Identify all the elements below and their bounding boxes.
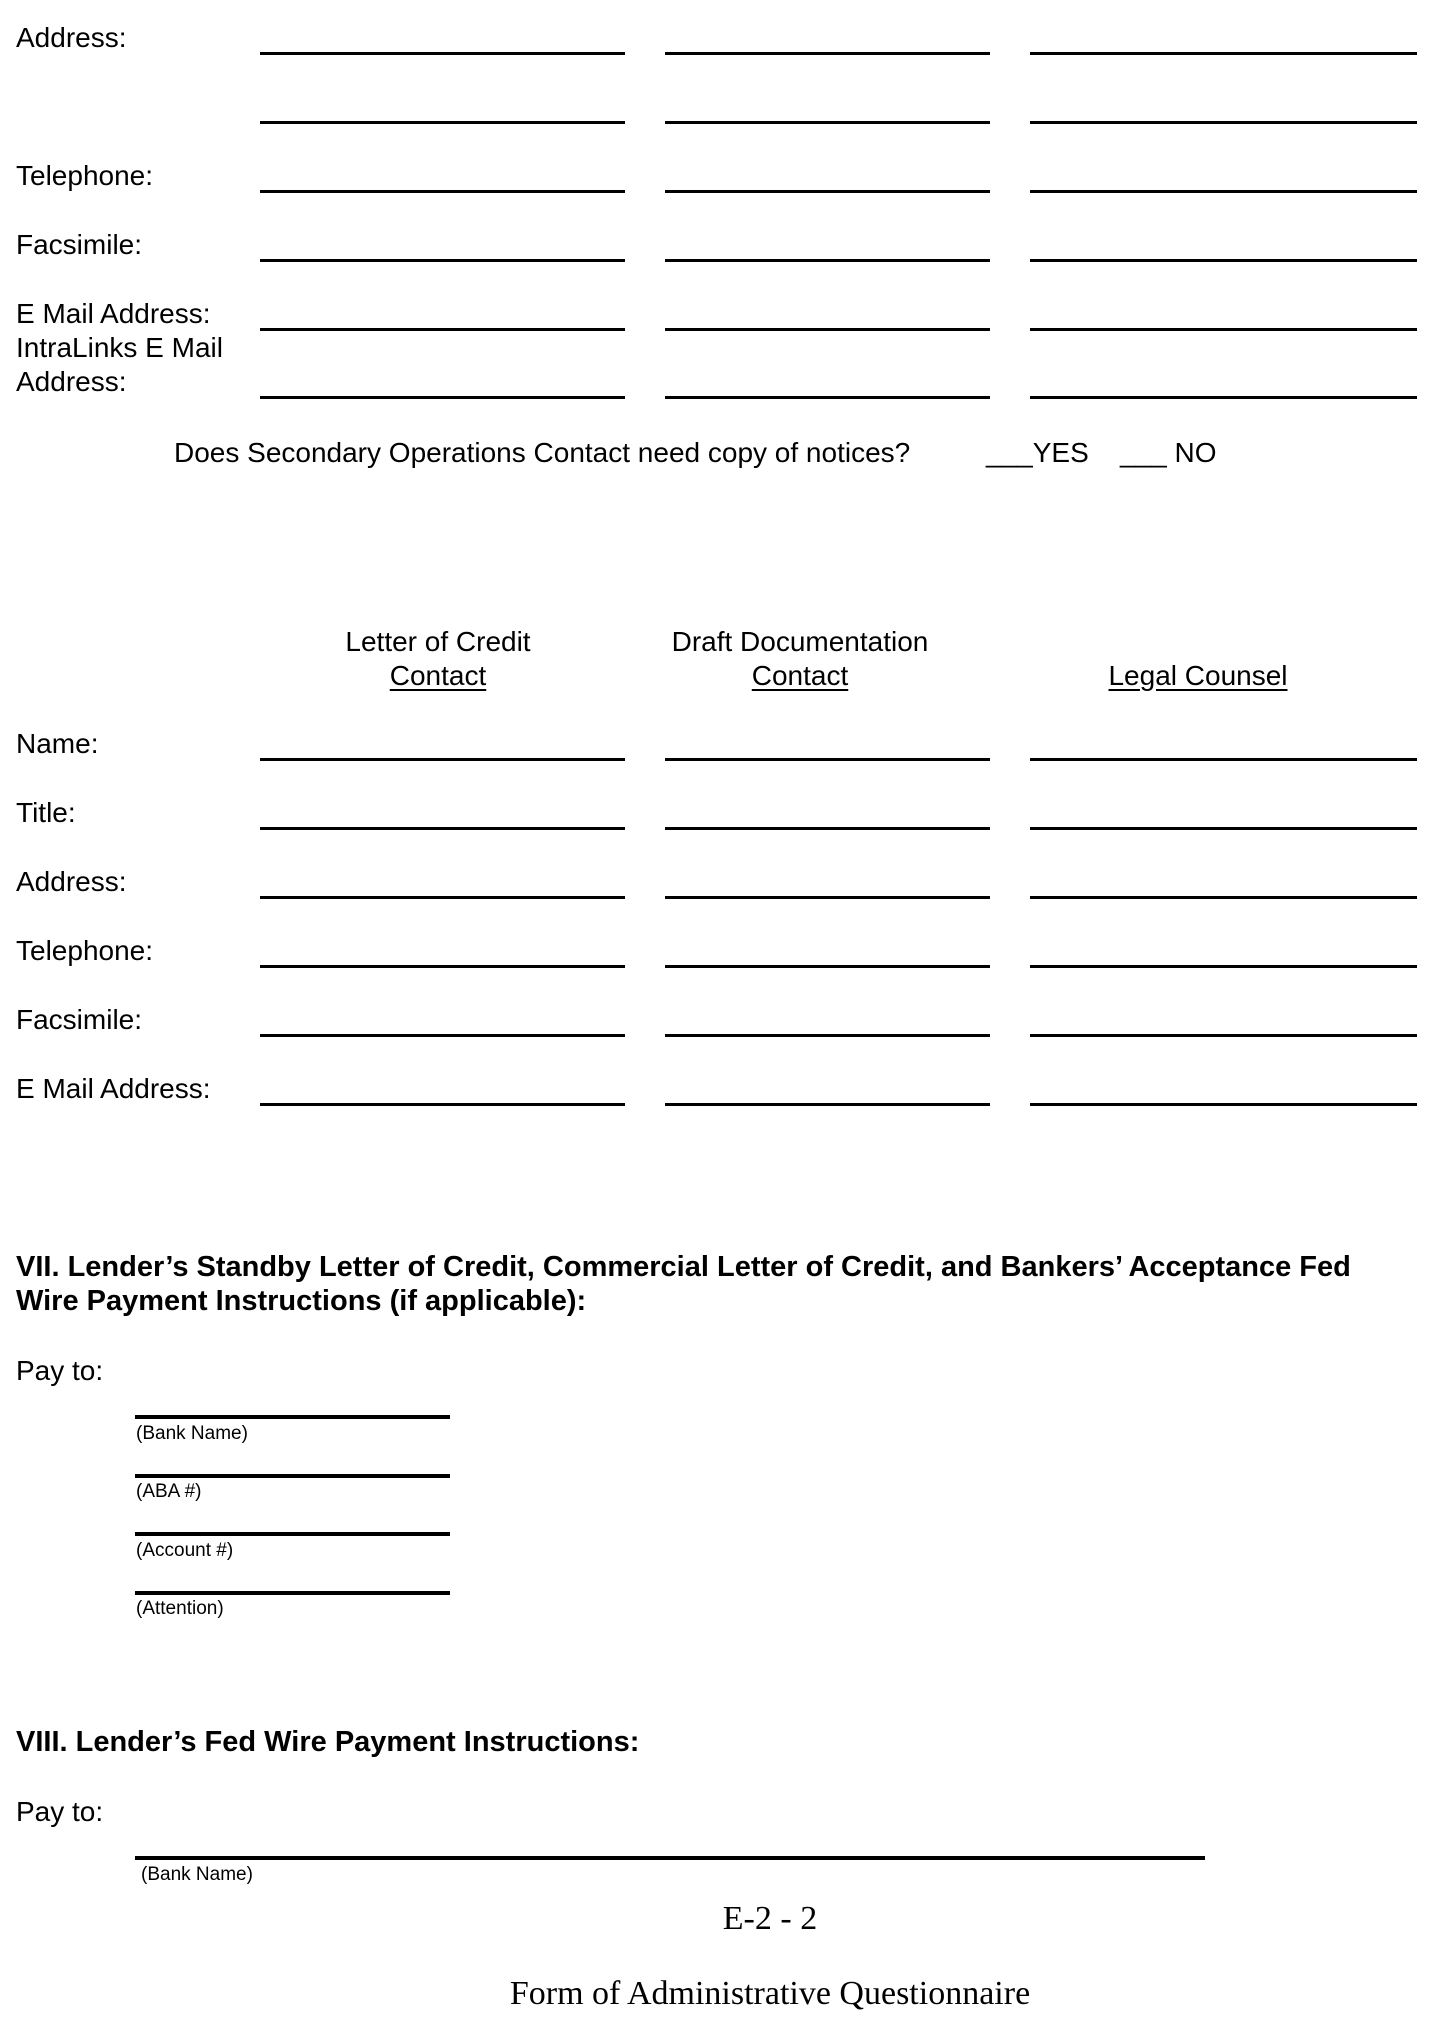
attention-field[interactable] — [135, 1591, 450, 1595]
attention-caption: (Attention) — [136, 1598, 224, 1619]
yes-option[interactable]: ___YES — [986, 437, 1089, 468]
email-field-col2[interactable] — [665, 328, 990, 331]
header-draft-line2: Contact — [751, 660, 849, 691]
telephone-field-b2-col2[interactable] — [665, 965, 990, 968]
aba-number-field[interactable] — [135, 1474, 450, 1478]
header-letter-of-credit — [260, 625, 616, 693]
intralinks-field-col1[interactable] — [260, 396, 625, 399]
section-vii-heading-line2: Wire Payment Instructions (if applicable): — [16, 1285, 587, 1317]
page-number: E-2 - 2 — [722, 1900, 818, 1937]
facsimile-field-b2-col2[interactable] — [665, 1034, 990, 1037]
header-draft-documentation — [640, 625, 960, 693]
aba-number-caption: (ABA #) — [136, 1481, 202, 1502]
facsimile-field-col1[interactable] — [260, 259, 625, 262]
name-field-col2[interactable] — [665, 758, 990, 761]
section-viii-pay-to-label: Pay to: — [16, 1796, 104, 1827]
intralinks-field-col2[interactable] — [665, 396, 990, 399]
email-label: E Mail Address: — [16, 298, 211, 329]
name-label: Name: — [16, 728, 99, 759]
facsimile-field-b2-col3[interactable] — [1030, 1034, 1417, 1037]
telephone-field-col2[interactable] — [665, 190, 990, 193]
header-legal-counsel — [1030, 659, 1366, 693]
telephone-field-col1[interactable] — [260, 190, 625, 193]
title-field-col1[interactable] — [260, 827, 625, 830]
address-field2-col1[interactable] — [260, 121, 625, 124]
email-field-b2-col2[interactable] — [665, 1103, 990, 1106]
telephone-field-b2-col3[interactable] — [1030, 965, 1417, 968]
address-field-b2-col1[interactable] — [260, 896, 625, 899]
address-label: Address: — [16, 22, 127, 53]
title-label: Title: — [16, 797, 76, 828]
email-field-b2-col3[interactable] — [1030, 1103, 1417, 1106]
notices-question: Does Secondary Operations Contact need copy of notices? — [174, 437, 911, 468]
email-field-col3[interactable] — [1030, 328, 1417, 331]
intralinks-label-line1: IntraLinks E Mail — [16, 332, 223, 363]
address-field-col3[interactable] — [1030, 52, 1417, 55]
title-field-col3[interactable] — [1030, 827, 1417, 830]
form-title-footer: Form of Administrative Questionnaire — [509, 1975, 1031, 2012]
telephone-label: Telephone: — [16, 160, 154, 191]
header-loc-line1: Letter of Credit — [345, 626, 531, 657]
address-field2-col2[interactable] — [665, 121, 990, 124]
no-option[interactable]: ___ NO — [1120, 437, 1217, 468]
address-field-b2-col2[interactable] — [665, 896, 990, 899]
header-legal-text: Legal Counsel — [1108, 660, 1288, 691]
section-viii-heading: VIII. Lender’s Fed Wire Payment Instructions: — [16, 1726, 640, 1758]
facsimile-field-col2[interactable] — [665, 259, 990, 262]
name-field-col1[interactable] — [260, 758, 625, 761]
section-vii-pay-to-label: Pay to: — [16, 1355, 104, 1386]
address-label-2: Address: — [16, 866, 127, 897]
email-label-2: E Mail Address: — [16, 1073, 211, 1104]
facsimile-label-2: Facsimile: — [16, 1004, 143, 1035]
address-field-b2-col3[interactable] — [1030, 896, 1417, 899]
section-viii-bank-name-caption: (Bank Name) — [141, 1864, 253, 1885]
bank-name-caption: (Bank Name) — [136, 1423, 248, 1444]
bank-name-field[interactable] — [135, 1415, 450, 1419]
section-viii-bank-name-field[interactable] — [135, 1856, 1205, 1860]
address-field-col2[interactable] — [665, 52, 990, 55]
name-field-col3[interactable] — [1030, 758, 1417, 761]
email-field-col1[interactable] — [260, 328, 625, 331]
email-field-b2-col1[interactable] — [260, 1103, 625, 1106]
address-field2-col3[interactable] — [1030, 121, 1417, 124]
address-field-col1[interactable] — [260, 52, 625, 55]
telephone-field-b2-col1[interactable] — [260, 965, 625, 968]
facsimile-field-col3[interactable] — [1030, 259, 1417, 262]
header-loc-line2: Contact — [389, 660, 487, 691]
header-draft-line1: Draft Documentation — [671, 626, 929, 657]
intralinks-label-line2: Address: — [16, 366, 127, 397]
intralinks-field-col3[interactable] — [1030, 396, 1417, 399]
title-field-col2[interactable] — [665, 827, 990, 830]
facsimile-label: Facsimile: — [16, 229, 143, 260]
account-number-field[interactable] — [135, 1532, 450, 1536]
account-number-caption: (Account #) — [136, 1540, 234, 1561]
section-vii-heading-line1: VII. Lender’s Standby Letter of Credit, Commercial Letter of Credit, and Bankers’ Acceptance Fed — [16, 1251, 1351, 1283]
facsimile-field-b2-col1[interactable] — [260, 1034, 625, 1037]
telephone-label-2: Telephone: — [16, 935, 154, 966]
telephone-field-col3[interactable] — [1030, 190, 1417, 193]
